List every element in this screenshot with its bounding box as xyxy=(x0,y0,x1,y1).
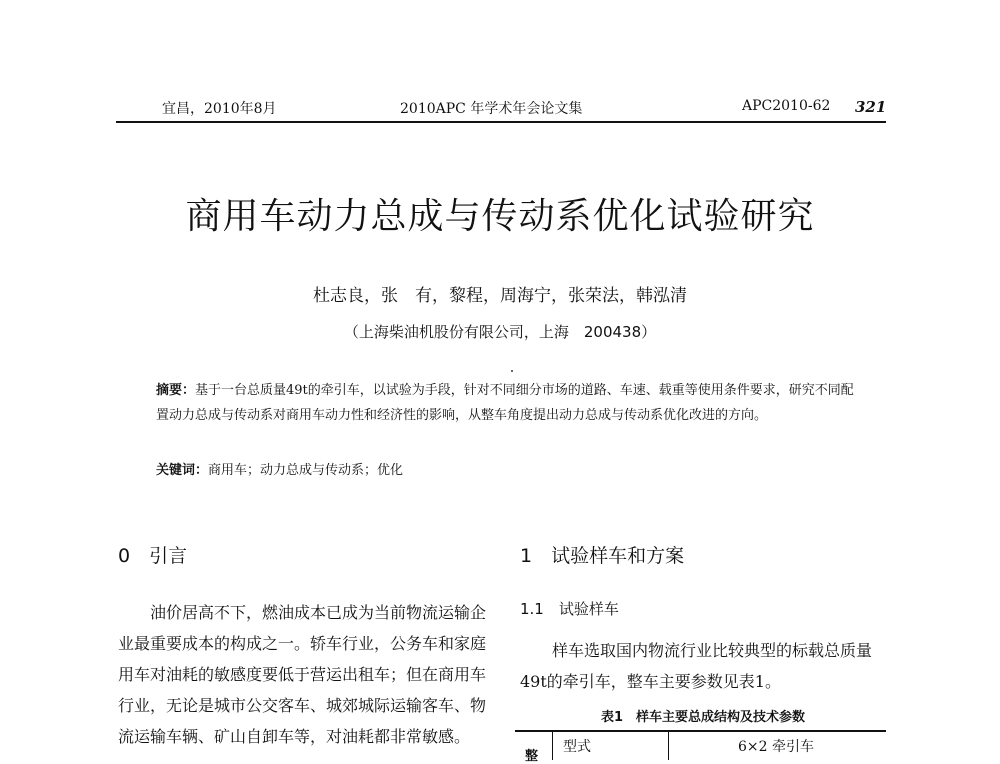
scan-speck xyxy=(511,370,513,372)
affiliation: （上海柴油机股份有限公司，上海 200438） xyxy=(343,323,657,341)
abstract-label: 摘要： xyxy=(156,383,196,398)
paper-title: 商用车动力总成与传动系优化试验研究 xyxy=(185,196,815,237)
keywords xyxy=(156,458,856,483)
abstract-text: 基于一台总质量49t的牵引车，以试验为手段，针对不同细分市场的道路、车速、载重等使用条件要求，研究不同配置动力总成与传动系对商用车动力性和经济性的影响，从整车角度提出动力总成与传动系优化改进的方向。 xyxy=(156,383,854,423)
section-0-heading: 0 引言 xyxy=(118,545,188,567)
table-row-header: 整 xyxy=(525,749,539,764)
running-header-left: 宜昌，2010年8月 xyxy=(162,101,277,117)
table-cell-type-label: 型式 xyxy=(563,739,591,755)
table-column-rule xyxy=(552,730,553,760)
keywords-label: 关键词： xyxy=(156,463,209,478)
section-1-heading: 1 试验样车和方案 xyxy=(520,545,685,567)
abstract xyxy=(156,378,856,428)
running-header-right: APC2010-62 xyxy=(742,98,831,114)
page-number: 321 xyxy=(855,98,887,116)
section-0-paragraph: 油价居高不下，燃油成本已成为当前物流运输企业最重要成本的构成之一。轿车行业，公务车和家庭用车对油耗的敏感度要低于营运出租车；但在商用车行业，无论是城市公交客车、城郊城际运输客车、物流运输车辆、矿山自卸车等，对油耗都非常敏感。 xyxy=(118,603,487,746)
table-cell-type-value: 6×2 牵引车 xyxy=(738,739,814,755)
table-caption: 表1 样车主要总成结构及技术参数 xyxy=(600,710,806,725)
author-list: 杜志良，张 有，黎程，周海宁，张荣法，韩泓清 xyxy=(313,286,687,306)
section-1-1-paragraph: 样车选取国内物流行业比较典型的标载总质量49t的牵引车，整车主要参数见表1。 xyxy=(520,641,873,691)
running-header-center: 2010APC 年学术年会论文集 xyxy=(400,101,583,117)
keywords-text: 商用车；动力总成与传动系；优化 xyxy=(208,463,404,478)
section-1-1-heading: 1.1 试验样车 xyxy=(520,600,619,618)
header-rule xyxy=(116,121,886,123)
table-top-rule xyxy=(515,730,886,732)
table-column-rule xyxy=(668,730,669,760)
